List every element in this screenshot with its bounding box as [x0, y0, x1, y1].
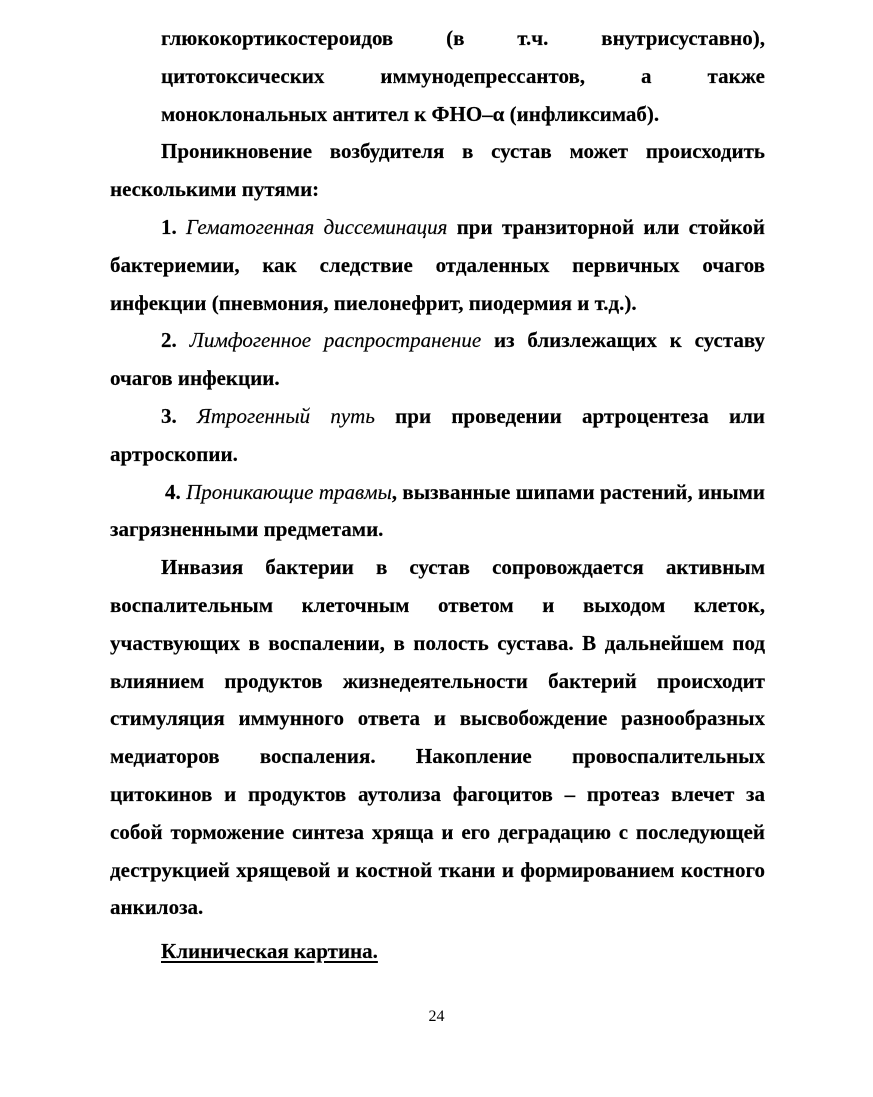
- route-description: , вызванные шипами растений, иными загрязненными предметами.: [110, 479, 766, 542]
- list-number: 1.: [161, 214, 187, 239]
- route-description: из близлежащих к суставу очагов инфекции.: [110, 328, 766, 391]
- paragraph-route-trauma: [110, 474, 765, 550]
- paragraph-continuation: глюкокортикостероидов (в т.ч. внутрисуставно), цитотоксических иммунодепрессантов, а также моноклональных антител к ФНО–α (инфликсимаб).: [161, 26, 765, 126]
- list-number: 3.: [161, 403, 198, 428]
- paragraph-route-lymphogenic: [110, 322, 765, 398]
- paragraph-pathogenesis: Инвазия бактерии в сустав сопровождается активным воспалительным клеточным ответом и выходом клеток, участвующих в воспалении, в полость сустава. В дальнейшем под влиянием продуктов жизнедеятельности бактерий происходит стимуляция иммунного ответа и высвобождение разнообразных медиаторов воспаления. Накопление провоспалительных цитокинов и продуктов аутолиза фагоцитов – протеаз влечет за собой торможение синтеза хряща и его деградацию с последующей деструкцией хрящевой и костной ткани и формированием костного анкилоза.: [110, 555, 765, 920]
- route-term: Ятрогенный путь: [197, 403, 375, 428]
- paragraph-route-hematogenous: [110, 209, 765, 322]
- route-term: Гематогенная диссеминация: [186, 214, 448, 239]
- route-description: при транзиторной или стойкой бактериемии, как следствие отдаленных первичных очагов инфекции (пневмония, пиелонефрит, пиодермия и т.д.).: [110, 214, 766, 315]
- paragraph-route-iatrogenic: [110, 398, 765, 474]
- page-number: 24: [428, 1008, 445, 1025]
- route-term: Проникающие травмы: [186, 479, 392, 504]
- section-heading-clinical-picture: Клиническая картина.: [161, 939, 378, 964]
- page-body: [110, 20, 765, 971]
- paragraph-infection-routes-intro: Проникновение возбудителя в сустав может происходить несколькими путями:: [110, 139, 765, 202]
- list-number: 2.: [161, 328, 190, 353]
- list-number: 4.: [165, 479, 187, 504]
- route-term: Лимфогенное распространение: [189, 328, 482, 353]
- route-description: при проведении артроцентеза или артроскопии.: [110, 403, 765, 466]
